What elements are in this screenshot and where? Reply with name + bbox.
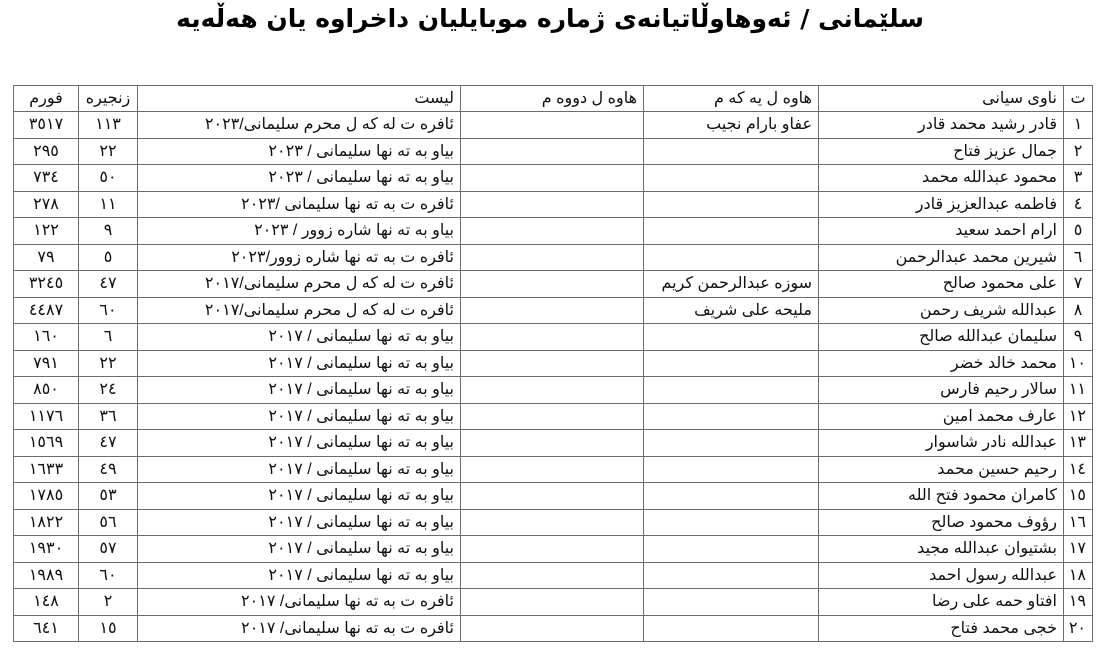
cell-form: ٣٥١٧ — [14, 112, 79, 139]
cell-form: ٣٢٤٥ — [14, 271, 79, 298]
table-row — [14, 191, 1093, 218]
cell-no: ١ — [1064, 112, 1093, 139]
cell-no: ٢٠ — [1064, 615, 1093, 642]
cell-list: ئافره ت به ته نها سليمانى/ ٢٠١٧ — [138, 615, 461, 642]
cell-form: ١٦٣٣ — [14, 456, 79, 483]
table-row — [14, 324, 1093, 351]
document-title: سلێمانی / ئەوهاوڵاتیانەی ژمارە موبایلیان داخراوە یان هەڵەیە — [176, 4, 924, 33]
cell-name: بشتيوان عبدالله مجيد — [819, 536, 1064, 563]
cell-chain: ٢٤ — [79, 377, 138, 404]
cell-name: عارف محمد امين — [819, 403, 1064, 430]
cell-spouse2 — [461, 456, 644, 483]
cell-list: بياو به ته نها شاره زوور / ٢٠٢٣ — [138, 218, 461, 245]
table-row — [14, 112, 1093, 139]
cell-list: ئافره ت به ته نها سليمانى /٢٠٢٣ — [138, 191, 461, 218]
cell-spouse2 — [461, 112, 644, 139]
cell-spouse2 — [461, 191, 644, 218]
cell-spouse1 — [644, 377, 819, 404]
cell-name: على محمود صالح — [819, 271, 1064, 298]
header-list: ليست — [138, 86, 461, 112]
table-row — [14, 377, 1093, 404]
cell-no: ١٧ — [1064, 536, 1093, 563]
cell-form: ١٩٣٠ — [14, 536, 79, 563]
table-row — [14, 244, 1093, 271]
cell-name: شيرين محمد عبدالرحمن — [819, 244, 1064, 271]
cell-chain: ٥٠ — [79, 165, 138, 192]
cell-list: بياو به ته نها سليمانى / ٢٠٢٣ — [138, 165, 461, 192]
cell-chain: ٢٢ — [79, 350, 138, 377]
cell-name: عبدالله شريف رحمن — [819, 297, 1064, 324]
cell-no: ١٢ — [1064, 403, 1093, 430]
cell-form: ١٩٨٩ — [14, 562, 79, 589]
cell-no: ٩ — [1064, 324, 1093, 351]
cell-chain: ٤٧ — [79, 430, 138, 457]
cell-spouse2 — [461, 536, 644, 563]
cell-spouse2 — [461, 324, 644, 351]
cell-chain: ٥٦ — [79, 509, 138, 536]
cell-list: ئافره ت به ته نها سليمانى/ ٢٠١٧ — [138, 589, 461, 616]
table-row — [14, 615, 1093, 642]
cell-spouse2 — [461, 377, 644, 404]
cell-list: بياو به ته نها سليمانى / ٢٠١٧ — [138, 430, 461, 457]
cell-list: ئافره ت له كه ل محرم سليمانى/٢٠٢٣ — [138, 112, 461, 139]
cell-spouse2 — [461, 562, 644, 589]
cell-spouse1 — [644, 218, 819, 245]
cell-name: محمود عبدالله محمد — [819, 165, 1064, 192]
cell-list: بياو به ته نها سليمانى / ٢٠٢٣ — [138, 138, 461, 165]
cell-spouse2 — [461, 403, 644, 430]
cell-form: ٦٤١ — [14, 615, 79, 642]
cell-list: ئافره ت له كه ل محرم سليمانى/٢٠١٧ — [138, 271, 461, 298]
cell-chain: ١١٣ — [79, 112, 138, 139]
cell-name: عبدالله رسول احمد — [819, 562, 1064, 589]
cell-name: رؤوف محمود صالح — [819, 509, 1064, 536]
header-form: فورم — [14, 86, 79, 112]
table-row — [14, 536, 1093, 563]
cell-no: ١٤ — [1064, 456, 1093, 483]
cell-chain: ٦٠ — [79, 297, 138, 324]
cell-name: عبدالله نادر شاسوار — [819, 430, 1064, 457]
cell-no: ١٦ — [1064, 509, 1093, 536]
cell-form: ٧٣٤ — [14, 165, 79, 192]
cell-list: بياو به ته نها سليمانى / ٢٠١٧ — [138, 509, 461, 536]
cell-no: ٣ — [1064, 165, 1093, 192]
cell-list: بياو به ته نها سليمانى / ٢٠١٧ — [138, 483, 461, 510]
table-row — [14, 403, 1093, 430]
cell-spouse2 — [461, 509, 644, 536]
cell-chain: ٢ — [79, 589, 138, 616]
table-row — [14, 483, 1093, 510]
cell-chain: ٤٩ — [79, 456, 138, 483]
cell-list: ئافره ت له كه ل محرم سليمانى/٢٠١٧ — [138, 297, 461, 324]
cell-list: بياو به ته نها سليمانى / ٢٠١٧ — [138, 324, 461, 351]
cell-name: قادر رشيد محمد قادر — [819, 112, 1064, 139]
cell-form: ١٦٠ — [14, 324, 79, 351]
table-row — [14, 589, 1093, 616]
cell-spouse1: عفاو بارام نجيب — [644, 112, 819, 139]
table-row — [14, 456, 1093, 483]
cell-no: ٦ — [1064, 244, 1093, 271]
cell-list: ئافره ت به ته نها شاره زوور/٢٠٢٣ — [138, 244, 461, 271]
cell-list: بياو به ته نها سليمانى / ٢٠١٧ — [138, 377, 461, 404]
cell-form: ٢٧٨ — [14, 191, 79, 218]
cell-chain: ٤٧ — [79, 271, 138, 298]
cell-form: ٨٥٠ — [14, 377, 79, 404]
cell-name: جمال عزيز فتاح — [819, 138, 1064, 165]
cell-spouse1 — [644, 165, 819, 192]
cell-name: رحيم حسين محمد — [819, 456, 1064, 483]
cell-list: بياو به ته نها سليمانى / ٢٠١٧ — [138, 536, 461, 563]
cell-spouse2 — [461, 297, 644, 324]
cell-name: فاطمه عبدالعزيز قادر — [819, 191, 1064, 218]
cell-spouse1 — [644, 562, 819, 589]
cell-list: بياو به ته نها سليمانى / ٢٠١٧ — [138, 456, 461, 483]
cell-spouse2 — [461, 350, 644, 377]
cell-chain: ٣٦ — [79, 403, 138, 430]
cell-chain: ١١ — [79, 191, 138, 218]
cell-no: ١١ — [1064, 377, 1093, 404]
cell-name: خجى محمد فتاح — [819, 615, 1064, 642]
cell-chain: ٢٢ — [79, 138, 138, 165]
cell-form: ٧٩١ — [14, 350, 79, 377]
cell-no: ١٨ — [1064, 562, 1093, 589]
table-row — [14, 509, 1093, 536]
cell-form: ١١٧٦ — [14, 403, 79, 430]
cell-chain: ٥ — [79, 244, 138, 271]
cell-spouse2 — [461, 615, 644, 642]
table-body — [14, 112, 1093, 642]
table-header-row — [14, 86, 1093, 112]
table-row — [14, 271, 1093, 298]
header-chain: زنجيره — [79, 86, 138, 112]
cell-spouse2 — [461, 589, 644, 616]
cell-spouse1 — [644, 509, 819, 536]
cell-name: سالار رحيم فارس — [819, 377, 1064, 404]
cell-no: ١٣ — [1064, 430, 1093, 457]
citizens-table — [13, 85, 1093, 642]
cell-spouse1 — [644, 589, 819, 616]
cell-form: ١٤٨ — [14, 589, 79, 616]
cell-spouse2 — [461, 271, 644, 298]
cell-no: ٨ — [1064, 297, 1093, 324]
cell-chain: ١٥ — [79, 615, 138, 642]
cell-spouse1 — [644, 324, 819, 351]
cell-spouse2 — [461, 483, 644, 510]
table-row — [14, 430, 1093, 457]
cell-spouse2 — [461, 138, 644, 165]
cell-form: ٢٩٥ — [14, 138, 79, 165]
cell-no: ٥ — [1064, 218, 1093, 245]
cell-list: بياو به ته نها سليمانى / ٢٠١٧ — [138, 350, 461, 377]
cell-name: محمد خالد خضر — [819, 350, 1064, 377]
cell-chain: ٦ — [79, 324, 138, 351]
cell-name: افتاو حمه على رضا — [819, 589, 1064, 616]
header-spouse2: هاوه ل دووه م — [461, 86, 644, 112]
cell-spouse1 — [644, 138, 819, 165]
cell-form: ١٢٢ — [14, 218, 79, 245]
cell-no: ١٥ — [1064, 483, 1093, 510]
cell-chain: ٩ — [79, 218, 138, 245]
header-spouse1: هاوه ل یه كه م — [644, 86, 819, 112]
cell-spouse1 — [644, 191, 819, 218]
cell-spouse2 — [461, 165, 644, 192]
cell-no: ٧ — [1064, 271, 1093, 298]
cell-chain: ٥٣ — [79, 483, 138, 510]
header-name: ناوی سیانی — [819, 86, 1064, 112]
cell-spouse2 — [461, 218, 644, 245]
cell-chain: ٦٠ — [79, 562, 138, 589]
cell-spouse1 — [644, 536, 819, 563]
header-no: ت — [1064, 86, 1093, 112]
cell-spouse1: مليحه على شريف — [644, 297, 819, 324]
cell-spouse1 — [644, 483, 819, 510]
table-row — [14, 165, 1093, 192]
cell-spouse1 — [644, 430, 819, 457]
cell-name: سليمان عبدالله صالح — [819, 324, 1064, 351]
cell-no: ٤ — [1064, 191, 1093, 218]
cell-no: ٢ — [1064, 138, 1093, 165]
cell-name: ارام احمد سعيد — [819, 218, 1064, 245]
table-row — [14, 138, 1093, 165]
cell-name: كامران محمود فتح الله — [819, 483, 1064, 510]
cell-spouse1 — [644, 403, 819, 430]
cell-form: ١٥٦٩ — [14, 430, 79, 457]
cell-spouse1 — [644, 350, 819, 377]
table-row — [14, 218, 1093, 245]
cell-form: ٤٤٨٧ — [14, 297, 79, 324]
cell-spouse1 — [644, 244, 819, 271]
cell-form: ١٨٢٢ — [14, 509, 79, 536]
table-row — [14, 562, 1093, 589]
table-row — [14, 350, 1093, 377]
cell-list: بياو به ته نها سليمانى / ٢٠١٧ — [138, 562, 461, 589]
cell-no: ١٠ — [1064, 350, 1093, 377]
cell-form: ٧٩ — [14, 244, 79, 271]
cell-no: ١٩ — [1064, 589, 1093, 616]
table-row — [14, 297, 1093, 324]
cell-spouse1 — [644, 456, 819, 483]
cell-form: ١٧٨٥ — [14, 483, 79, 510]
cell-list: بياو به ته نها سليمانى / ٢٠١٧ — [138, 403, 461, 430]
cell-spouse2 — [461, 430, 644, 457]
cell-spouse2 — [461, 244, 644, 271]
cell-spouse1 — [644, 615, 819, 642]
cell-chain: ٥٧ — [79, 536, 138, 563]
cell-spouse1: سوزه عبدالرحمن كريم — [644, 271, 819, 298]
